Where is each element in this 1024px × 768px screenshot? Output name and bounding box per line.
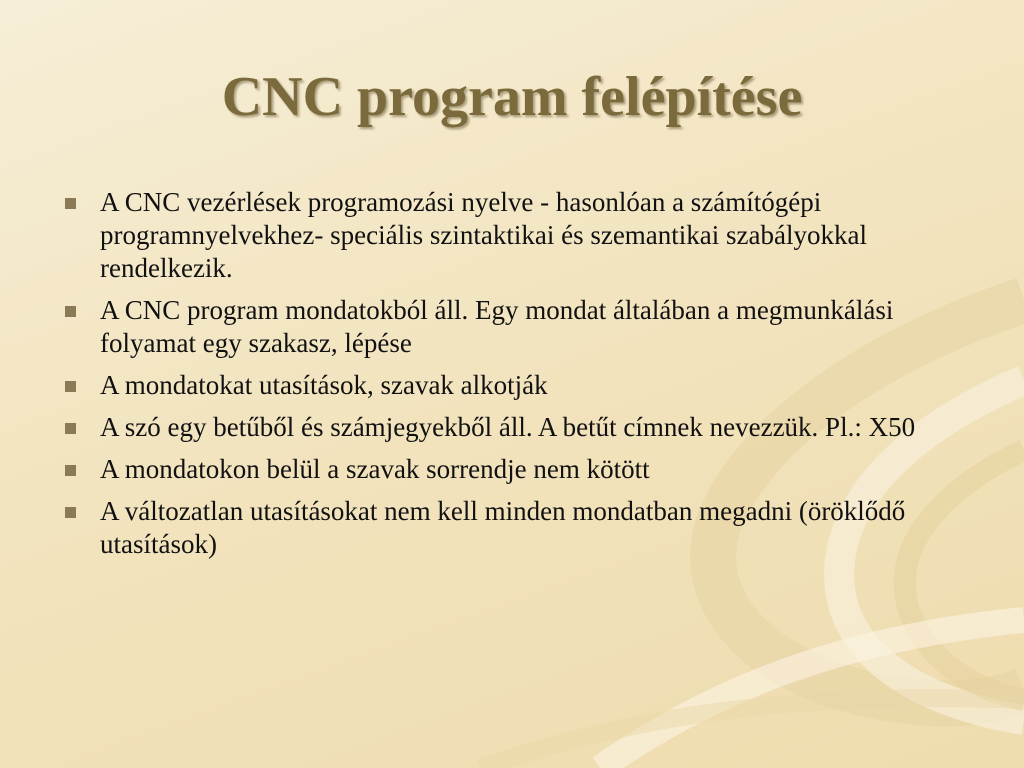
bullet-item (62, 495, 982, 561)
bullet-list (62, 186, 982, 570)
square-bullet-icon (65, 465, 76, 476)
bullet-text: A mondatokat utasítások, szavak alkotják (100, 370, 548, 400)
bullet-text: A CNC vezérlések programozási nyelve - hasonlóan a számítógépi programnyelvekhez- speciális szintaktikai és szemantikai szabályokkal rendelkezik. (100, 187, 867, 283)
bullet-item (62, 369, 982, 402)
bullet-text: A mondatokon belül a szavak sorrendje nem kötött (100, 454, 650, 484)
bullet-text: A változatlan utasításokat nem kell minden mondatban megadni (öröklődő utasítások) (100, 496, 906, 559)
square-bullet-icon (65, 381, 76, 392)
slide-title: CNC program felépítése (221, 66, 803, 128)
bullet-text: A CNC program mondatokból áll. Egy mondat általában a megmunkálási folyamat egy szakasz, lépése (100, 295, 894, 358)
bullet-item (62, 411, 982, 444)
bullet-item (62, 186, 982, 285)
square-bullet-icon (65, 306, 76, 317)
bullet-text: A szó egy betűből és számjegyekből áll. A betűt címnek nevezzük. Pl.: X50 (100, 412, 916, 442)
square-bullet-icon (65, 198, 76, 209)
square-bullet-icon (65, 507, 76, 518)
square-bullet-icon (65, 423, 76, 434)
bullet-item (62, 294, 982, 360)
bullet-item (62, 453, 982, 486)
